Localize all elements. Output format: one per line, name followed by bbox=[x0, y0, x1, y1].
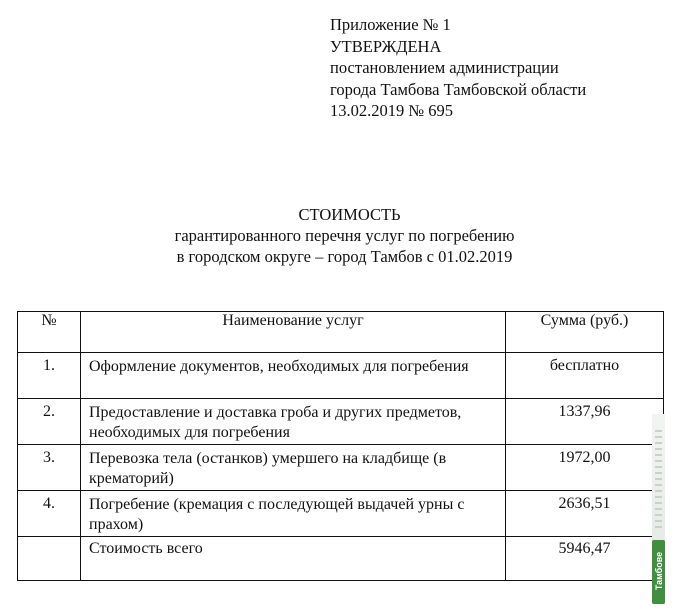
row-service-name: Перевозка тела (останков) умершего на кладбище (в крематорий) bbox=[81, 445, 506, 491]
row-number: 1. bbox=[18, 353, 81, 399]
approval-appendix-line: Приложение № 1 bbox=[330, 15, 451, 34]
watermark-text: Тамбове bbox=[654, 551, 664, 591]
table-header-row bbox=[18, 312, 664, 353]
total-label: Стоимость всего bbox=[81, 537, 506, 581]
row-service-name: Предоставление и доставка гроба и других предметов, необходимых для погребения bbox=[81, 399, 506, 445]
row-number: 4. bbox=[18, 491, 81, 537]
row-sum: бесплатно bbox=[506, 353, 664, 399]
header-number: № bbox=[18, 312, 81, 353]
title-scope: в городском округе – город Тамбов с 01.02.2019 bbox=[176, 247, 513, 266]
approval-stamp bbox=[330, 14, 586, 122]
approval-authority-line: города Тамбова Тамбовской области bbox=[330, 79, 587, 99]
watermark-logo bbox=[652, 540, 665, 604]
row-service-name: Оформление документов, необходимых для погребения bbox=[81, 353, 506, 399]
header-sum: Сумма (руб.) bbox=[506, 312, 664, 353]
row-sum: 2636,51 bbox=[506, 491, 664, 537]
approval-approved-line: УТВЕРЖДЕНА bbox=[330, 36, 442, 56]
services-table bbox=[17, 311, 664, 581]
watermark-pattern bbox=[655, 430, 662, 530]
table-row bbox=[18, 491, 664, 537]
row-number: 3. bbox=[18, 445, 81, 491]
table-total-row bbox=[18, 537, 664, 581]
title-subheading: гарантированного перечня услуг по погребению bbox=[174, 226, 515, 245]
row-number: 2. bbox=[18, 399, 81, 445]
document-title bbox=[0, 204, 679, 267]
table-row bbox=[18, 353, 664, 399]
header-service-name: Наименование услуг bbox=[81, 312, 506, 353]
row-sum: 1337,96 bbox=[506, 399, 664, 445]
table-row bbox=[18, 445, 664, 491]
row-sum: 1972,00 bbox=[506, 445, 664, 491]
approval-date-line: 13.02.2019 № 695 bbox=[330, 101, 453, 120]
total-sum: 5946,47 bbox=[506, 537, 664, 581]
table-row bbox=[18, 399, 664, 445]
total-number bbox=[18, 537, 81, 581]
approval-resolution-line: постановлением администрации bbox=[330, 58, 559, 77]
row-service-name: Погребение (кремация с последующей выдачей урны с прахом) bbox=[81, 491, 506, 537]
title-heading: СТОИМОСТЬ bbox=[298, 205, 401, 224]
